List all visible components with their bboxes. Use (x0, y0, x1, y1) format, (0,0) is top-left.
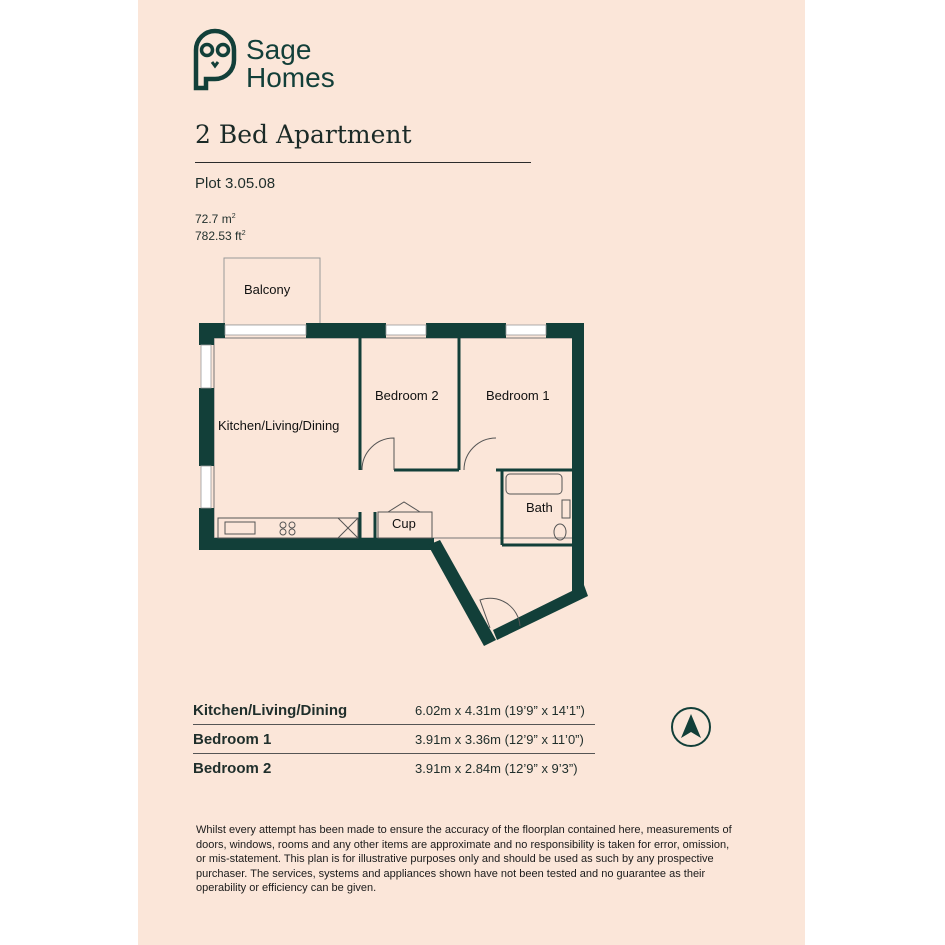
title-divider (195, 162, 531, 163)
plot-number: Plot 3.05.08 (195, 175, 276, 192)
room-name: Bedroom 1 (193, 730, 272, 748)
room-label-bath: Bath (526, 500, 553, 515)
room-dimensions: 3.91m x 3.36m (12’9” x 11’0”) (415, 731, 584, 747)
area-sqm: 72.7 $m^2$ (195, 212, 236, 226)
room-dimensions-table (193, 696, 595, 782)
room-name: Kitchen/Living/Dining (193, 701, 348, 719)
area-sqft: 782.53 $ft^2$ (195, 229, 246, 243)
room-dimensions: 3.91m x 2.84m (12’9” x 9’3”) (415, 760, 578, 776)
north-arrow-icon (670, 706, 712, 748)
page-title: 2 Bed Apartment (195, 120, 412, 149)
room-label-bedroom-2: Bedroom 2 (375, 388, 439, 403)
owl-icon (192, 28, 238, 92)
room-label-kitchen: Kitchen/Living/Dining (218, 418, 340, 433)
table-row (193, 754, 595, 782)
room-dimensions: 6.02m x 4.31m (19’9” x 14’1”) (415, 702, 585, 718)
brand-name-line1: Sage (246, 34, 312, 65)
room-name: Bedroom 2 (193, 759, 272, 777)
table-row (193, 725, 595, 753)
room-label-balcony: Balcony (244, 282, 291, 297)
table-row (193, 696, 595, 724)
room-label-bedroom-1: Bedroom 1 (486, 388, 550, 403)
floorplan (138, 240, 638, 660)
disclaimer-text: Whilst every attempt has been made to ensure the accuracy of the floorplan contained here, measurements of doors, windows, rooms and any other items are approximate and no responsibility is taken for error, omission, or mis-statement. This plan is for illustrative purposes only and should be used as such by any prospective purchaser. The services, systems and appliances shown have not been tested and no guarantee as their operability or efficiency can be given. (196, 824, 732, 894)
brand-name-line2: Homes (246, 62, 335, 93)
walls (199, 323, 588, 646)
room-label-cupboard: Cup (392, 516, 416, 531)
